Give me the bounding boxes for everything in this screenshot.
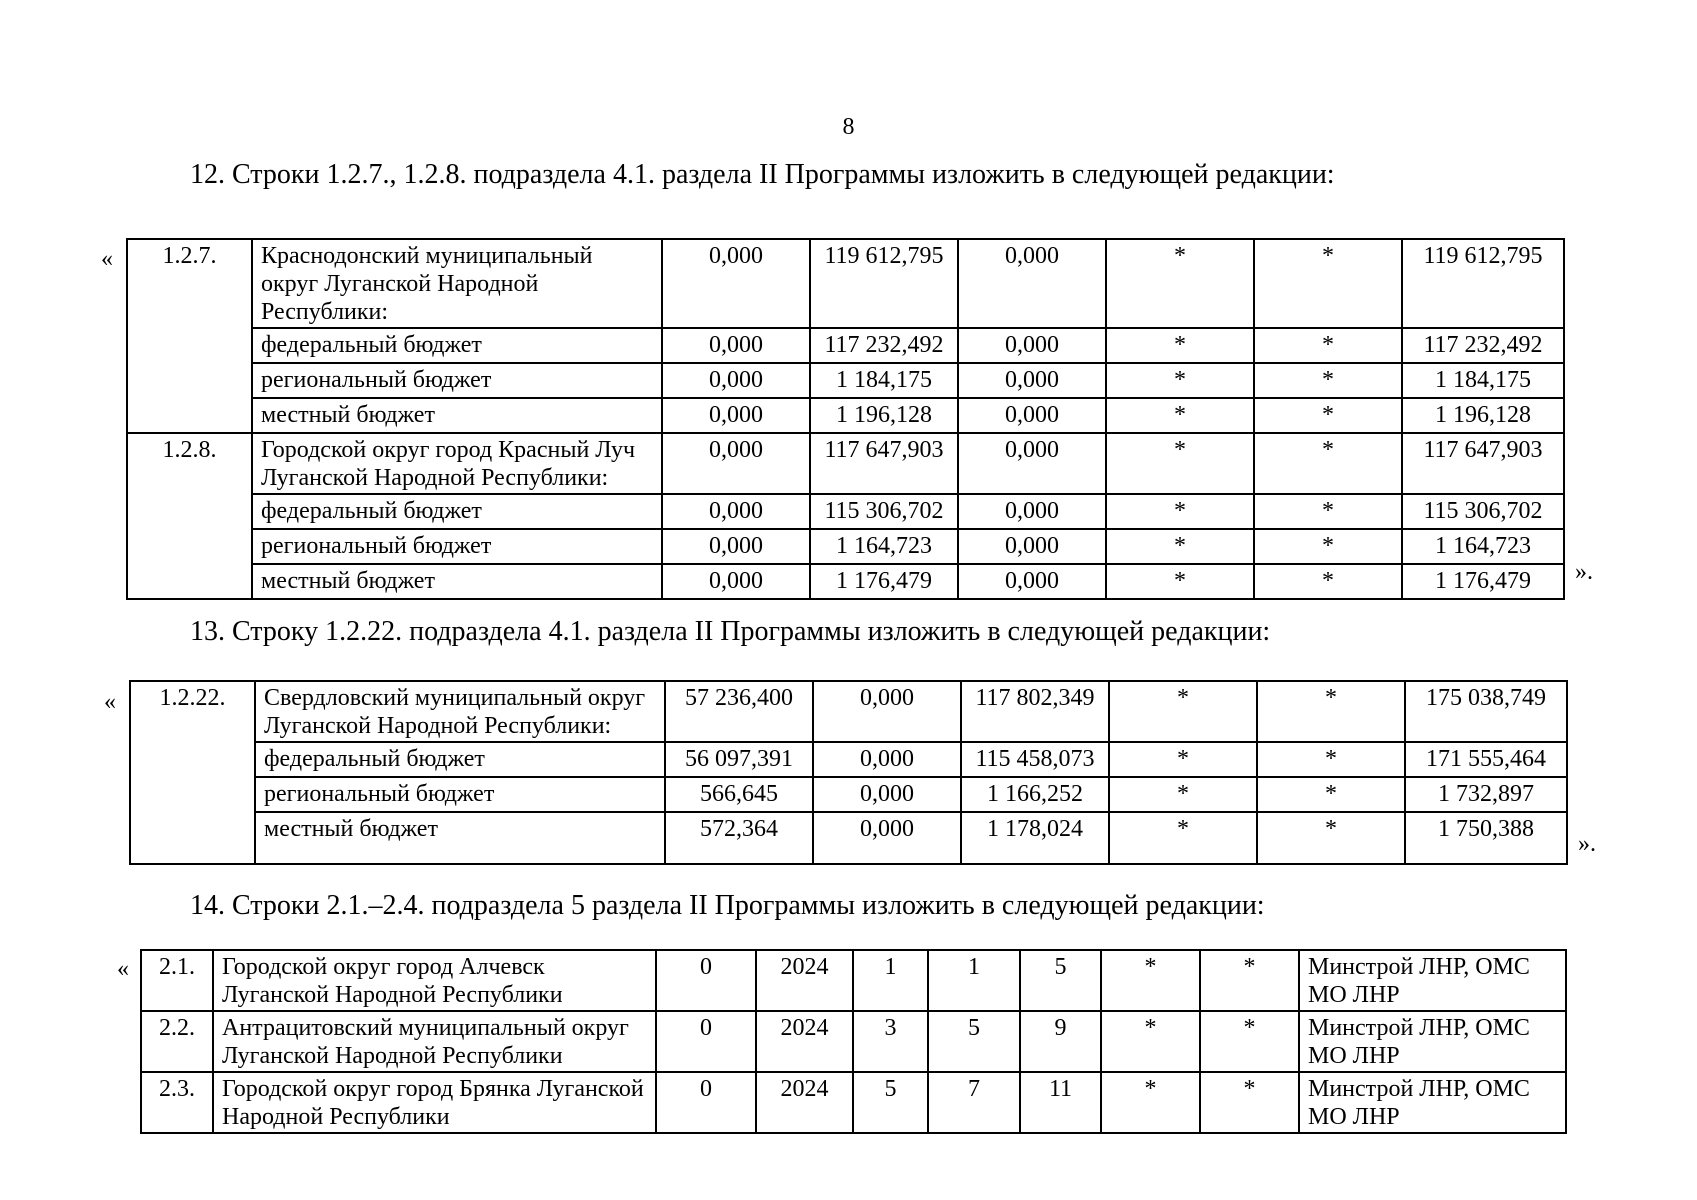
row-value-cell: * xyxy=(1106,328,1254,363)
row-name-cell: Городской округ город Брянка Луганской Народной Республики xyxy=(213,1072,656,1133)
item-13-table xyxy=(129,680,1568,865)
row-value-cell: * xyxy=(1200,950,1299,1011)
row-code-cell xyxy=(130,777,255,812)
row-value-cell: * xyxy=(1254,564,1402,599)
row-value-cell: 1 176,479 xyxy=(810,564,958,599)
row-value-cell: * xyxy=(1106,239,1254,328)
row-value-cell: 115 458,073 xyxy=(961,742,1109,777)
row-value-cell: 2024 xyxy=(756,950,853,1011)
item-14-table-body xyxy=(141,950,1566,1133)
row-code-cell: 1.2.8. xyxy=(127,433,252,494)
row-value-cell: 0 xyxy=(656,950,756,1011)
table-row xyxy=(127,398,1564,433)
row-value-cell: * xyxy=(1106,363,1254,398)
row-value-cell: 5 xyxy=(1020,950,1101,1011)
row-name-cell: региональный бюджет xyxy=(252,363,662,398)
table-row xyxy=(127,433,1564,494)
row-value-cell: * xyxy=(1109,777,1257,812)
item-14-table xyxy=(140,949,1567,1134)
page-number: 8 xyxy=(842,114,855,140)
row-value-cell: 566,645 xyxy=(665,777,813,812)
table-row xyxy=(127,529,1564,564)
item-13-close-quote: ». xyxy=(1578,831,1596,857)
row-value-cell: 0,000 xyxy=(813,681,961,742)
row-value-cell: * xyxy=(1200,1072,1299,1133)
row-value-cell: * xyxy=(1254,529,1402,564)
item-12-close-quote: ». xyxy=(1575,559,1593,585)
row-value-cell: * xyxy=(1101,1011,1200,1072)
row-value-cell: 57 236,400 xyxy=(665,681,813,742)
row-value-cell: * xyxy=(1254,328,1402,363)
row-name-cell: федеральный бюджет xyxy=(252,494,662,529)
row-code-cell: 1.2.7. xyxy=(127,239,252,328)
table-row xyxy=(130,777,1567,812)
row-code-cell: 2.3. xyxy=(141,1072,213,1133)
row-value-cell: * xyxy=(1254,398,1402,433)
table-row xyxy=(130,742,1567,777)
row-value-cell: 0,000 xyxy=(662,363,810,398)
row-value-cell: * xyxy=(1101,1072,1200,1133)
row-value-cell: 117 647,903 xyxy=(1402,433,1564,494)
row-value-cell: 2024 xyxy=(756,1072,853,1133)
row-value-cell: 117 802,349 xyxy=(961,681,1109,742)
row-value-cell: 119 612,795 xyxy=(1402,239,1564,328)
row-value-cell: 0,000 xyxy=(662,494,810,529)
item-12-open-quote: « xyxy=(101,246,113,272)
item-12-heading: 12. Строки 1.2.7., 1.2.8. подраздела 4.1. раздела II Программы изложить в следующей редакции: xyxy=(190,159,1335,190)
table-row xyxy=(127,328,1564,363)
row-name-cell: Антрацитовский муниципальный округ Луганской Народной Республики xyxy=(213,1011,656,1072)
row-value-cell: 3 xyxy=(853,1011,928,1072)
row-value-cell: * xyxy=(1101,950,1200,1011)
row-value-cell: 0,000 xyxy=(958,328,1106,363)
row-value-cell: 5 xyxy=(853,1072,928,1133)
row-value-cell: 117 232,492 xyxy=(1402,328,1564,363)
row-code-cell xyxy=(127,398,252,433)
row-value-cell: * xyxy=(1257,812,1405,864)
table-row xyxy=(130,681,1567,742)
row-value-cell: 11 xyxy=(1020,1072,1101,1133)
row-code-cell: 2.1. xyxy=(141,950,213,1011)
row-value-cell: 1 732,897 xyxy=(1405,777,1567,812)
row-value-cell: * xyxy=(1109,812,1257,864)
table-row xyxy=(127,564,1564,599)
table-row xyxy=(141,1011,1566,1072)
row-value-cell: 0,000 xyxy=(813,777,961,812)
row-value-cell: 0,000 xyxy=(813,812,961,864)
row-code-cell xyxy=(127,494,252,529)
row-name-cell: местный бюджет xyxy=(255,812,665,864)
row-value-cell: 0,000 xyxy=(958,398,1106,433)
row-value-cell: * xyxy=(1254,363,1402,398)
row-value-cell: 1 196,128 xyxy=(810,398,958,433)
row-value-cell: 0,000 xyxy=(813,742,961,777)
row-value-cell: * xyxy=(1257,681,1405,742)
item-13-heading: 13. Строку 1.2.22. подраздела 4.1. раздела II Программы изложить в следующей редакции: xyxy=(190,616,1271,647)
row-name-cell: Краснодонский муниципальный округ Луганской Народной Республики: xyxy=(252,239,662,328)
row-code-cell: 1.2.22. xyxy=(130,681,255,742)
item-14-heading: 14. Строки 2.1.–2.4. подраздела 5 раздела II Программы изложить в следующей редакции: xyxy=(190,890,1265,921)
table-row xyxy=(141,1072,1566,1133)
row-value-cell: 0,000 xyxy=(662,328,810,363)
row-value-cell: 0,000 xyxy=(662,398,810,433)
row-code-cell xyxy=(127,529,252,564)
row-value-cell: 175 038,749 xyxy=(1405,681,1567,742)
row-value-cell: 0,000 xyxy=(662,239,810,328)
row-value-cell: * xyxy=(1109,681,1257,742)
row-code-cell xyxy=(127,328,252,363)
row-value-cell: 56 097,391 xyxy=(665,742,813,777)
table-row xyxy=(141,950,1566,1011)
row-value-cell: 1 164,723 xyxy=(810,529,958,564)
row-value-cell: 0,000 xyxy=(958,363,1106,398)
row-value-cell: * xyxy=(1254,239,1402,328)
row-value-cell: 5 xyxy=(928,1011,1020,1072)
row-value-cell: 117 647,903 xyxy=(810,433,958,494)
row-value-cell: 1 xyxy=(853,950,928,1011)
row-value-cell: 9 xyxy=(1020,1011,1101,1072)
row-name-cell: местный бюджет xyxy=(252,564,662,599)
table-row xyxy=(130,812,1567,864)
row-value-cell: * xyxy=(1106,433,1254,494)
row-name-cell: Городской округ город Алчевск Луганской Народной Республики xyxy=(213,950,656,1011)
row-code-cell xyxy=(127,363,252,398)
row-value-cell: 1 184,175 xyxy=(1402,363,1564,398)
row-value-cell: * xyxy=(1106,398,1254,433)
row-value-cell: 572,364 xyxy=(665,812,813,864)
row-executor-cell: Минстрой ЛНР, ОМС МО ЛНР xyxy=(1299,1011,1566,1072)
row-value-cell: 0,000 xyxy=(958,239,1106,328)
row-name-cell: федеральный бюджет xyxy=(255,742,665,777)
row-value-cell: 1 184,175 xyxy=(810,363,958,398)
row-value-cell: 7 xyxy=(928,1072,1020,1133)
item-13-open-quote: « xyxy=(104,689,116,715)
table-row xyxy=(127,494,1564,529)
row-value-cell: 0,000 xyxy=(662,433,810,494)
row-value-cell: 119 612,795 xyxy=(810,239,958,328)
row-value-cell: 115 306,702 xyxy=(810,494,958,529)
row-value-cell: 171 555,464 xyxy=(1405,742,1567,777)
row-value-cell: 1 178,024 xyxy=(961,812,1109,864)
row-value-cell: 0 xyxy=(656,1011,756,1072)
row-value-cell: * xyxy=(1254,494,1402,529)
row-value-cell: * xyxy=(1200,1011,1299,1072)
row-value-cell: 0,000 xyxy=(662,529,810,564)
row-value-cell: * xyxy=(1254,433,1402,494)
item-13-table-body xyxy=(130,681,1567,864)
row-value-cell: * xyxy=(1257,742,1405,777)
item-12-table xyxy=(126,238,1565,600)
row-value-cell: 1 xyxy=(928,950,1020,1011)
row-executor-cell: Минстрой ЛНР, ОМС МО ЛНР xyxy=(1299,950,1566,1011)
row-name-cell: Городской округ город Красный Луч Луганской Народной Республики: xyxy=(252,433,662,494)
row-value-cell: * xyxy=(1109,742,1257,777)
row-value-cell: 1 166,252 xyxy=(961,777,1109,812)
row-executor-cell: Минстрой ЛНР, ОМС МО ЛНР xyxy=(1299,1072,1566,1133)
row-value-cell: 1 164,723 xyxy=(1402,529,1564,564)
row-value-cell: 2024 xyxy=(756,1011,853,1072)
row-value-cell: 1 176,479 xyxy=(1402,564,1564,599)
row-value-cell: * xyxy=(1106,529,1254,564)
row-value-cell: 0 xyxy=(656,1072,756,1133)
item-12-table-body xyxy=(127,239,1564,599)
row-value-cell: * xyxy=(1106,564,1254,599)
row-value-cell: 0,000 xyxy=(958,433,1106,494)
row-value-cell: 0,000 xyxy=(958,564,1106,599)
row-name-cell: Свердловский муниципальный округ Луганской Народной Республики: xyxy=(255,681,665,742)
row-name-cell: федеральный бюджет xyxy=(252,328,662,363)
row-value-cell: * xyxy=(1106,494,1254,529)
row-code-cell xyxy=(130,742,255,777)
row-code-cell: 2.2. xyxy=(141,1011,213,1072)
row-value-cell: 117 232,492 xyxy=(810,328,958,363)
row-code-cell xyxy=(130,812,255,864)
row-value-cell: 1 196,128 xyxy=(1402,398,1564,433)
item-14-open-quote: « xyxy=(117,956,129,982)
row-value-cell: 115 306,702 xyxy=(1402,494,1564,529)
row-value-cell: 0,000 xyxy=(958,529,1106,564)
row-name-cell: региональный бюджет xyxy=(255,777,665,812)
table-row xyxy=(127,363,1564,398)
table-row xyxy=(127,239,1564,328)
row-name-cell: местный бюджет xyxy=(252,398,662,433)
row-value-cell: 1 750,388 xyxy=(1405,812,1567,864)
row-value-cell: * xyxy=(1257,777,1405,812)
row-value-cell: 0,000 xyxy=(958,494,1106,529)
row-value-cell: 0,000 xyxy=(662,564,810,599)
row-name-cell: региональный бюджет xyxy=(252,529,662,564)
row-code-cell xyxy=(127,564,252,599)
